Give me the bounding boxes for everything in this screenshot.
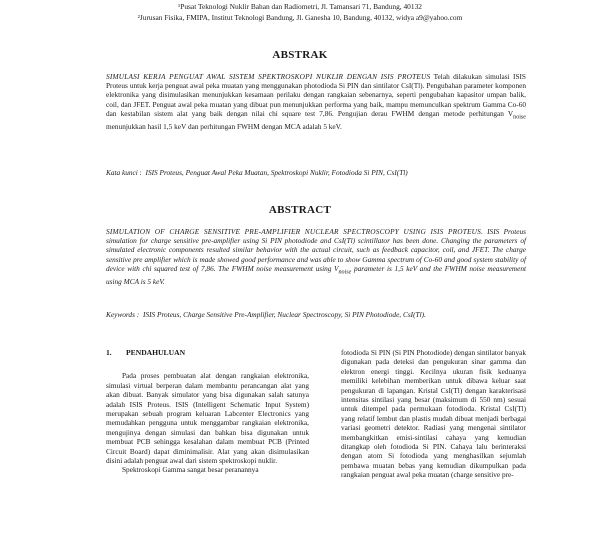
abstract-body: . ISIS Proteus simulation for charge sensitive pre-amplifier using Si PIN photodiode and CsI(Tl) scintillator has been done. Changing the parameters of simulated electronic components resulted similar behavior with the actual circuit, such as feedback capacitor, coil, and JFET. The charge sensitive pre amplifier which is made showed good performance and was able to show Gamma spectrum of Co-60 and good system stability of device with chi squared test of 7,86. The FWHM noise measurement using V bbox=[106, 227, 526, 273]
abstrak-title: SIMULASI KERJA PENGUAT AWAL SISTEM SPEKTROSKOPI NUKLIR DENGAN ISIS PROTEUS bbox=[106, 72, 431, 81]
intro-heading-text: PENDAHULUAN bbox=[126, 348, 186, 357]
abstrak-heading: ABSTRAK bbox=[272, 49, 328, 61]
abstract-keywords-label: Keywords bbox=[106, 310, 135, 319]
abstract-keywords: Keywords : ISIS Proteus, Charge Sensitive Pre-Amplifier, Nuclear Spectroscopy, Si PIN Photodiode, CsI(Tl). bbox=[106, 310, 426, 319]
affiliation-2: ²Jurusan Fisika, FMIPA, Institut Teknologi Bandung, Jl. Ganesha 10, Bandung, 40132, widya a9@yahoo.com bbox=[137, 13, 463, 22]
abstrak-keywords-label: Kata kunci bbox=[106, 168, 138, 177]
abstrak-paragraph bbox=[106, 72, 526, 132]
intro-heading-number: 1. bbox=[106, 348, 112, 357]
abstrak-noise-subscript: noise bbox=[513, 114, 526, 121]
intro-heading bbox=[106, 348, 309, 357]
intro-left-column bbox=[106, 348, 309, 475]
intro-right-paragraph: fotodioda Si PIN (Si PIN Photodiode) dengan sintilator banyak digunakan pada deteksi dan pengukuran sinar gamma dan elektron energi tinggi. Kecilnya ukuran fisik keduanya memiliki kelebihan memberikan untuk dibawa keluar saat pengukuran di lapangan. Kristal CsI(Tl) dengan karakterisasi intensitas sintilasi yang besar (maksimum di 550 nm) sesuai untuk ditempel pada permukaan fotodioda. Kristal CsI(Tl) yang relatif lembut dan plastis mudah dibuat menjadi berbagai variasi geometri detektor. Radiasi yang mengenai sintilator membangkitkan emisi-sintilasi cahaya yang kemudian ditangkap oleh fotodioda Si PIN. Cahaya lalu berinteraksi dengan atom Si fotodioda yang menghasilkan sejumlah pembawa muatan bebas yang kemudian dikumpulkan pada rangkaian penguat awal peka muatan (charge sensitive pre- bbox=[341, 348, 526, 480]
abstract-noise-subscript: noise bbox=[338, 269, 352, 276]
abstract-body-end: parameter is 1,5 keV and the FWHM noise measurement using MCA is 5 keV. bbox=[106, 263, 526, 287]
abstract-heading: ABSTRACT bbox=[268, 204, 332, 216]
abstract-paragraph bbox=[106, 227, 526, 287]
affiliation-1: ¹Pusat Teknologi Nuklir Bahan dan Radiometri, Jl. Tamansari 71, Bandung, 40132 bbox=[178, 2, 422, 11]
intro-left-paragraph: Spektroskopi Gamma sangat besar peranannya bbox=[122, 465, 259, 475]
intro-right-column bbox=[341, 348, 526, 480]
abstrak-body: Telah dilakukan simulasi ISIS Proteus untuk kerja penguat awal peka muatan yang menggunakan photodioda Si PIN dan sintilator CsI(Tl). Pengubahan parameter komponen elektronika yang disimulasikan menunjukkan kesamaan perilaku dengan rangkaian sebenarnya, seperti pengubahan kapasitor umpan balik, coil, dan JFET. Penguat awal peka muatan yang dibuat pun menunjukkan performa yang baik, mampu memunculkan spektrum Gamma Co-60 dan kestabilan sistem alat yang baik dengan nilai chi square test 7,86. Pengujian derau FWHM dengan metode perhitungan V bbox=[106, 72, 526, 118]
intro-left-paragraph: Pada proses pembuatan alat dengan rangkaian elektronika, simulasi virtual berperan dalam membantu perancangan alat yang akan dibuat. Banyak simulator yang bisa digunakan salah satunya adalah ISIS Proteus. ISIS (Intelligent Schematic Input System) merupakan sebuah program keluaran Labcenter Electronics yang memudahkan pengguna untuk menggambar rangkaian elektronika, mengujinya dengan simulasi dan bahkan bisa digunakan untuk membuat PCB sehingga kesalahan dalam membuat PCB (Printed Circuit Board) dapat diminimalisir. Alat yang akan disimulasikan disini adalah penguat awal dari sistem spektroskopi nuklir. bbox=[106, 371, 309, 466]
abstract-keywords-text: ISIS Proteus, Charge Sensitive Pre-Amplifier, Nuclear Spectroscopy, Si PIN Photodiode, CsI(Tl). bbox=[143, 310, 426, 319]
abstrak-keywords: Kata kunci : ISIS Proteus, Penguat Awal Peka Muatan, Spektroskopi Nuklir, Fotodioda Si PIN, CsI(Tl) bbox=[106, 168, 408, 177]
abstrak-body-end: menunjukkan hasil 1,5 keV dan perhitungan FWHM dengan MCA adalah 5 keV. bbox=[106, 122, 342, 132]
abstrak-keywords-text: ISIS Proteus, Penguat Awal Peka Muatan, Spektroskopi Nuklir, Fotodioda Si PIN, CsI(Tl) bbox=[145, 168, 408, 177]
abstract-title: SIMULATION OF CHARGE SENSITIVE PRE-AMPLIFIER NUCLEAR SPECTROSCOPY USING ISIS PROTEUS bbox=[106, 227, 481, 236]
